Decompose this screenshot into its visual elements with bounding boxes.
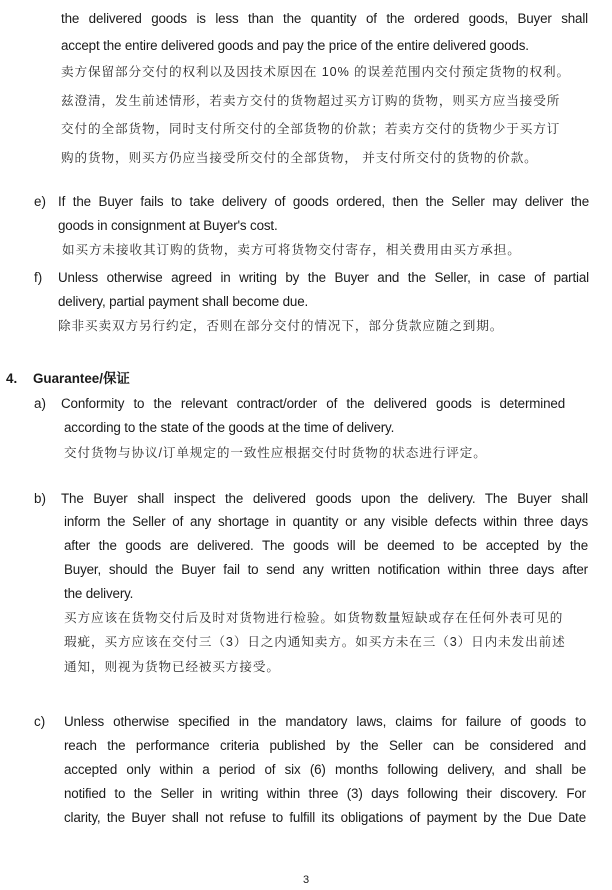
paragraph-line-zh: 兹澄清，发生前述情形，若卖方交付的货物超过买方订购的货物，则买方应当接受所 [61, 94, 561, 108]
item-line: If the Buyer fails to take delivery of goods ordered, then the Seller may deliver the [58, 194, 589, 209]
item-line: accepted only within a period of six (6) months following delivery, and shall be [64, 762, 586, 777]
item-line-zh: 通知，则视为货物已经被买方接受。 [64, 660, 280, 674]
item-line-zh: 除非买卖双方另行约定，否则在部分交付的情况下，部分货款应随之到期。 [58, 319, 504, 333]
item-line: Unless otherwise specified in the mandatory laws, claims for failure of goods to [64, 714, 586, 729]
item-line: after the goods are delivered. The goods will be deemed to be accepted by the [64, 538, 588, 553]
item-line: goods in consignment at Buyer's cost. [58, 218, 278, 233]
item-line-zh: 交付货物与协议/订单规定的一致性应根据交付时货物的状态进行评定。 [64, 446, 487, 460]
section-title: Guarantee/保证 [33, 371, 130, 386]
item-line-zh: 买方应该在货物交付后及时对货物进行检验。如货物数量短缺或存在任何外表可见的 [64, 611, 564, 625]
item-line: notified to the Seller in writing within three (3) days following their discovery. For [64, 786, 586, 801]
item-line: inform the Seller of any shortage in quantity or any visible defects within three days [64, 514, 588, 529]
item-line: Buyer, should the Buyer fail to send any written notification within three days after [64, 562, 588, 577]
item-line: the delivery. [64, 586, 134, 601]
page-number: 3 [302, 874, 310, 886]
list-marker: c) [34, 714, 46, 729]
item-line: The Buyer shall inspect the delivered goods upon the delivery. The Buyer shall [61, 491, 588, 506]
list-marker: b) [34, 491, 46, 506]
item-line: Conformity to the relevant contract/order of the delivered goods is determined [61, 396, 565, 411]
item-line: clarity, the Buyer shall not refuse to fulfill its obligations of payment by the Due Date [64, 810, 586, 825]
item-line: delivery, partial payment shall become due. [58, 294, 309, 309]
paragraph-line: accept the entire delivered goods and pay the price of the entire delivered goods. [61, 38, 529, 53]
item-line-zh: 瑕疵，买方应该在交付三（3）日之内通知卖方。如买方未在三（3）日内未发出前述 [64, 635, 566, 649]
section-number: 4. [6, 371, 18, 386]
list-marker: f) [34, 270, 43, 285]
item-line: Unless otherwise agreed in writing by the Buyer and the Seller, in case of partial [58, 270, 589, 285]
item-line: according to the state of the goods at the time of delivery. [64, 420, 395, 435]
paragraph-line-zh: 购的货物，则买方仍应当接受所交付的全部货物， 并支付所交付的货物的价款。 [61, 151, 538, 165]
paragraph-line-zh: 交付的全部货物，同时支付所交付的全部货物的价款；若卖方交付的货物少于买方订 [61, 122, 561, 136]
list-marker: a) [34, 396, 46, 411]
paragraph-line: the delivered goods is less than the quantity of the ordered goods, Buyer shall [61, 11, 588, 26]
paragraph-line-zh: 卖方保留部分交付的权利以及因技术原因在 10% 的误差范围内交付预定货物的权利。 [61, 65, 570, 79]
item-line-zh: 如买方未接收其订购的货物，卖方可将货物交付寄存，相关费用由买方承担。 [62, 243, 521, 257]
item-line: reach the performance criteria published by the Seller can be considered and [64, 738, 586, 753]
list-marker: e) [34, 194, 46, 209]
